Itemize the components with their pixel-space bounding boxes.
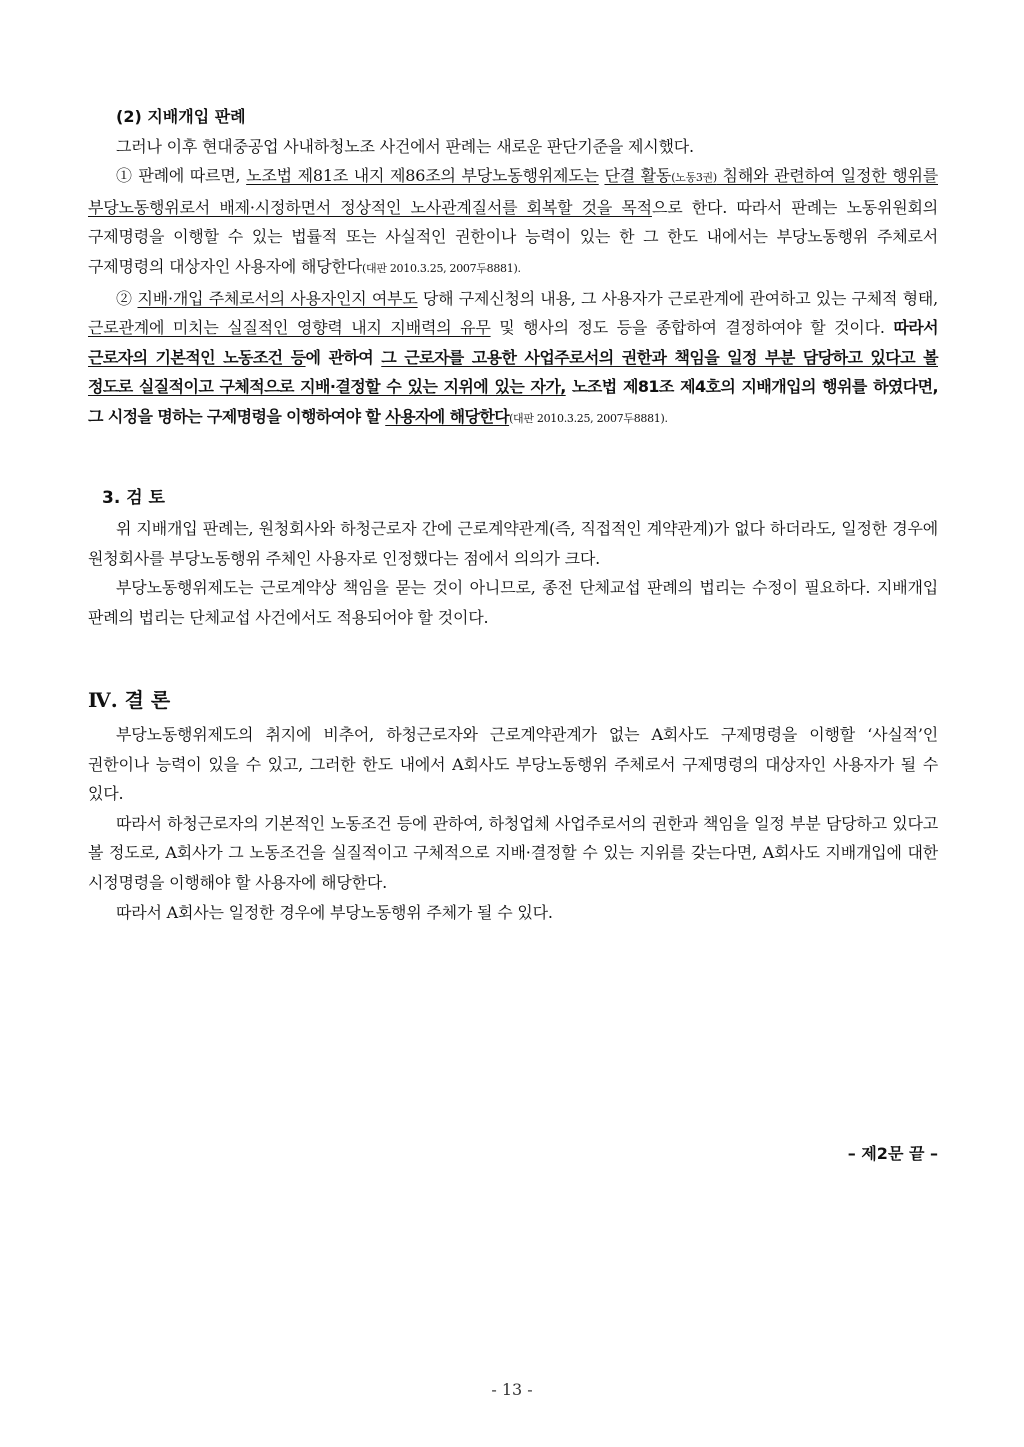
p2-bold-1: 따라서 (893, 318, 938, 338)
p2-bold-underline-1: 근로자의 기본적인 노동조건 등 (88, 347, 306, 367)
p1-underline-2: 단결 활동 (604, 166, 672, 186)
p1-underline-1: 노조법 제81조 내지 제86조의 부당노동행위제도는 (246, 166, 599, 186)
p1-small-note: (노동3권) (671, 171, 717, 185)
p2-bold-3: 노조법 제81조 제4호의 지배개입의 행위를 하였다면, 그 시정을 명하는 구제명령을 이행하여야 할 (88, 377, 938, 426)
section-4-heading: Ⅳ. 결 론 (88, 688, 171, 712)
section-3-heading: 3. 검 토 (102, 488, 165, 508)
section-4-paragraph-3: 따라서 A회사는 일정한 경우에 부당노동행위 주체가 될 수 있다. (116, 902, 553, 922)
section-2-intro: 그러나 이후 현대중공업 사내하청노조 사건에서 판례는 새로운 판단기준을 제시했다. (116, 136, 694, 156)
p2-bold-2: 에 관하여 (305, 347, 382, 367)
p2-underline-1: 지배·개입 주체로서의 사용자인지 여부도 (137, 288, 418, 308)
section-2-heading: (2) 지배개입 판례 (116, 107, 246, 126)
p2-text-1: 당해 구제신청의 내용, 그 사용자가 근로관계에 관여하고 있는 구체적 형태, (417, 288, 938, 308)
p1-lead: ① 판례에 따르면, (116, 166, 247, 186)
p1-underline-3: 침해와 관련하여 일정한 행위를 부당노동행위로서 배제·시정하면서 정상적인 노사관계질서를 회복할 것을 목적 (88, 166, 938, 217)
end-mark: – 제2문 끝 – (847, 1144, 938, 1163)
p2-citation: (대판 2010.3.25, 2007두8881). (509, 411, 668, 425)
section-3 (88, 514, 938, 632)
section-4-paragraph-1: 부당노동행위제도의 취지에 비추어, 하청근로자와 근로계약관계가 없는 A회사도 구제명령을 이행할 ‘사실적’인 권한이나 능력이 있을 수 있고, 그러한 한도 내에서 A회사도 부당노동행위 주체로서 구제명령의 대상자인 사용자가 될 수 있다. (88, 725, 938, 804)
p2-text-2: 및 행사의 정도 등을 종합하여 결정하여야 할 것이다. (490, 318, 894, 338)
page-number: - 13 - (491, 1380, 533, 1399)
section-4 (88, 720, 938, 927)
section-2-paragraph-2 (88, 284, 938, 434)
section-3-paragraph-1: 위 지배개입 판례는, 원청회사와 하청근로자 간에 근로계약관계(즉, 직접적인 계약관계)가 없다 하더라도, 일정한 경우에 원청회사를 부당노동행위 주체인 사용자로 인정했다는 점에서 의의가 크다. (88, 519, 938, 568)
p2-underline-2: 근로관계에 미치는 실질적인 영향력 내지 지배력의 유무 (88, 318, 491, 338)
p2-lead: ② (116, 288, 138, 308)
section-3-paragraph-2: 부당노동행위제도는 근로계약상 책임을 묻는 것이 아니므로, 종전 단체교섭 판례의 법리는 수정이 필요하다. 지배개입 판례의 법리는 단체교섭 사건에서도 적용되어야 할 것이다. (88, 578, 938, 627)
section-2 (88, 102, 938, 434)
section-4-paragraph-2: 따라서 하청근로자의 기본적인 노동조건 등에 관하여, 하청업체 사업주로서의 권한과 책임을 일정 부분 담당하고 있다고 볼 정도로, A회사가 그 노동조건을 실질적이고 구체적으로 지배·결정할 수 있는 지위를 갖는다면, A회사도 지배개입에 대한 시정명령을 이행해야 할 사용자에 해당한다. (88, 813, 938, 892)
p1-citation: (대판 2010.3.25, 2007두8881). (362, 261, 521, 275)
p2-bold-underline-3: 사용자에 해당한다 (385, 406, 510, 426)
p1-text-2: 으로 한다. 따라서 판례는 노동위원회의 구제명령을 이행할 수 있는 법률적 또는 사실적인 권한이나 능력이 있는 한 그 한도 내에서는 부당노동행위 주체로서 구제명령의 대상자인 사용자에 해당한다 (88, 197, 939, 276)
section-2-paragraph-1 (88, 161, 938, 283)
p2-bold-underline-2: 그 근로자를 고용한 사업주로서의 권한과 책임을 일정 부분 담당하고 있다고 볼 정도로 실질적이고 구체적으로 지배·결정할 수 있는 지위에 있는 자가, (88, 347, 938, 397)
